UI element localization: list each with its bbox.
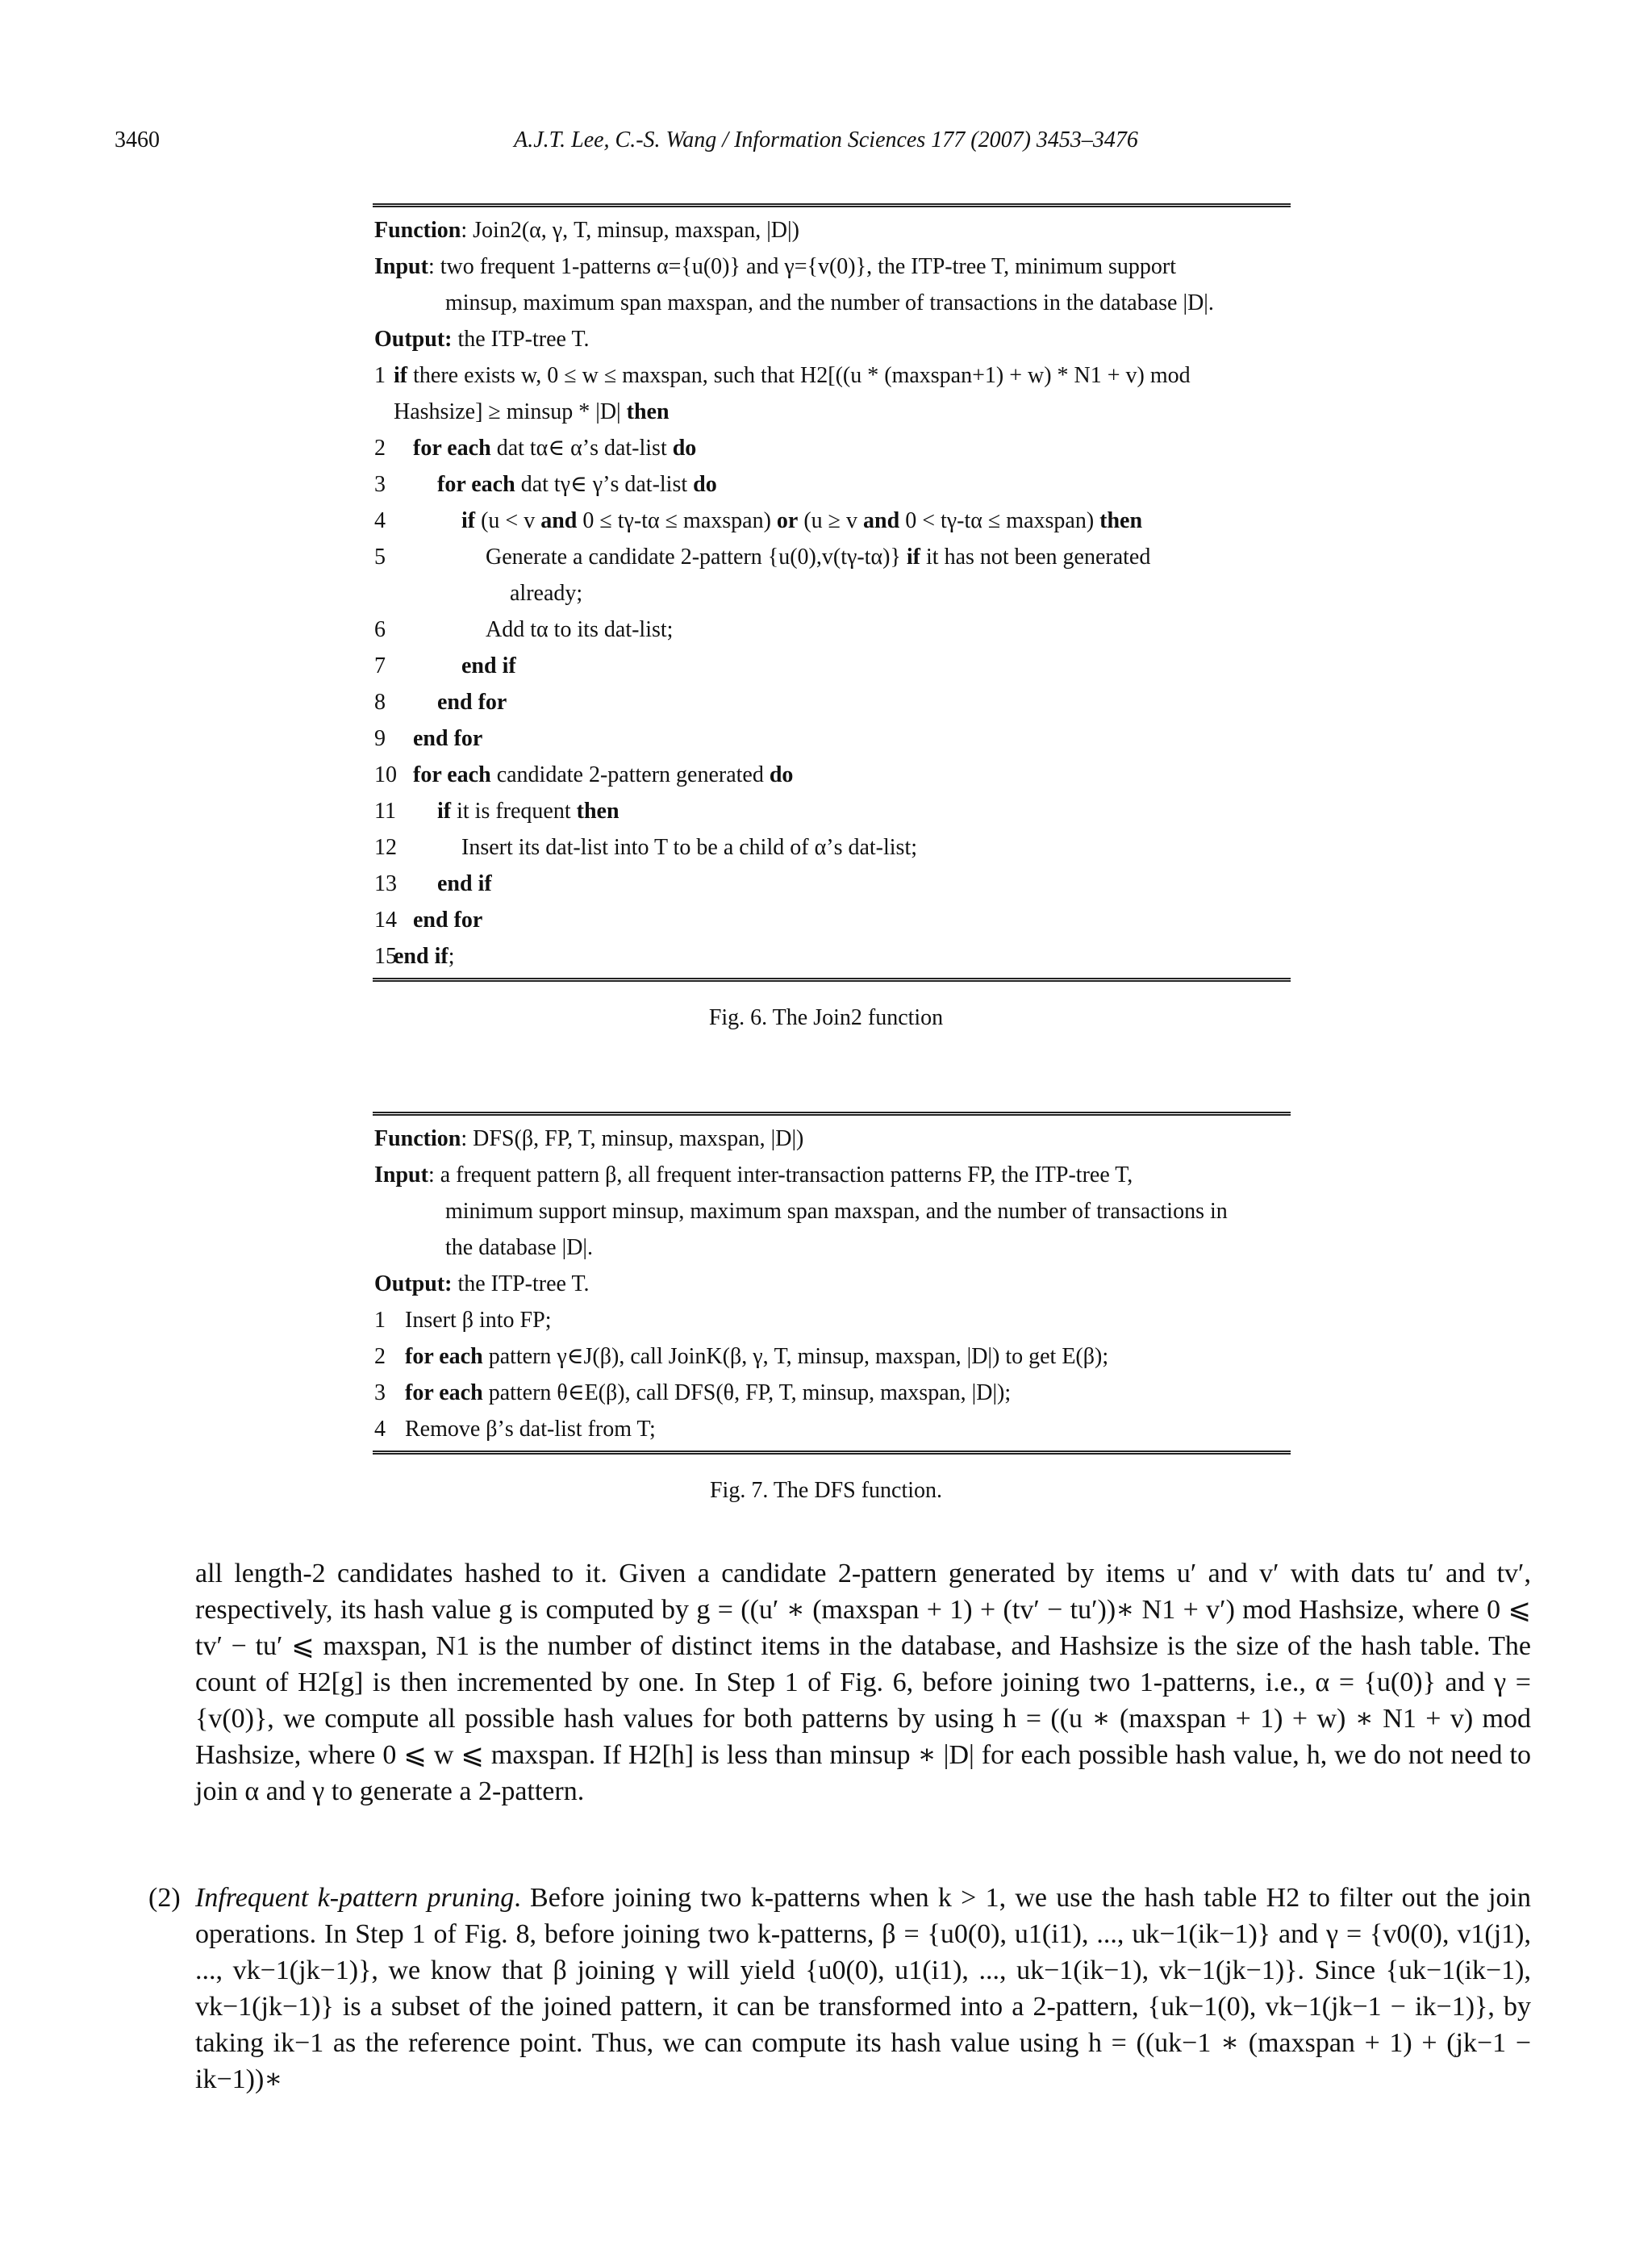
fig7-input-label: Input (374, 1162, 428, 1188)
fig6-output-label: Output: (374, 327, 453, 352)
fig6-code-line-text: end if; (394, 944, 455, 969)
fig6-code-line-text: end for (413, 908, 483, 933)
fig6-code-line-text: end for (413, 726, 483, 751)
fig6-code-line (373, 902, 1291, 938)
fig6-code-line (373, 357, 1291, 394)
fig6-pseudocode (373, 357, 1291, 975)
fig6-code-line-number: 7 (374, 653, 386, 678)
fig7-code-line (373, 1302, 1291, 1338)
fig6-input-row (373, 248, 1291, 285)
fig6-code-line-text: if (u < v and 0 ≤ tγ-tα ≤ maxspan) or (u ≥ v and 0 < tγ-tα ≤ maxspan) then (461, 508, 1143, 533)
fig6-code-line-number: 10 (374, 762, 397, 787)
fig6-caption: Fig. 6. The Join2 function (708, 1005, 944, 1030)
fig6-code-line (373, 720, 1291, 757)
fig6-code-line (373, 575, 1291, 612)
fig7-code-line (373, 1411, 1291, 1447)
fig6-code-line-text: end if (461, 653, 516, 678)
fig7-pseudocode (373, 1302, 1291, 1447)
fig6-code-line (373, 757, 1291, 793)
fig7-code-line (373, 1338, 1291, 1375)
page-number: 3460 (115, 127, 160, 152)
fig6-code-line (373, 938, 1291, 975)
fig7-code-line-number: 3 (374, 1380, 386, 1405)
body-paragraph-1 (195, 1555, 1531, 1809)
fig7-algorithm-box (373, 1112, 1291, 1455)
fig6-code-line (373, 539, 1291, 575)
fig6-input-label: Input (374, 254, 428, 279)
fig7-code-line-text: for each pattern γ∈J(β), call JoinK(β, γ, T, minsup, maxspan, |D|) to get E(β); (405, 1344, 1109, 1369)
fig7-code-line-text: Insert β into FP; (405, 1308, 552, 1333)
fig7-output-label: Output: (374, 1271, 453, 1296)
fig6-input-row2 (373, 285, 1291, 321)
fig7-code-line-number: 4 (374, 1417, 386, 1442)
fig6-code-line-number: 9 (374, 726, 386, 751)
list-item-title: Infrequent k-pattern pruning (195, 1883, 515, 1913)
fig6-function-row (373, 212, 1291, 248)
fig7-function-row (373, 1121, 1291, 1157)
fig6-code-line-text: for each dat tα∈ α’s dat-list do (413, 436, 697, 461)
fig6-code-line-number: 5 (374, 545, 386, 570)
fig7-function-signature: : DFS(β, FP, T, minsup, maxspan, |D|) (461, 1126, 804, 1151)
fig6-function-label: Function (374, 218, 461, 243)
fig6-output-text: the ITP-tree T. (452, 327, 590, 352)
fig6-code-line-text: Insert its dat-list into T to be a child of α’s dat-list; (461, 835, 918, 860)
fig6-output-row (373, 321, 1291, 357)
fig6-code-line-text: for each dat tγ∈ γ’s dat-list do (437, 472, 717, 497)
fig6-code-line (373, 430, 1291, 466)
fig7-code-line-number: 1 (374, 1308, 386, 1333)
fig7-input-row (373, 1157, 1291, 1193)
list-item-label: (2) (148, 1883, 181, 1913)
fig6-input-line2: minsup, maximum span maxspan, and the number of transactions in the database |D|. (445, 290, 1214, 315)
fig7-code-line-text: Remove β’s dat-list from T; (405, 1417, 656, 1442)
fig6-function-signature: : Join2(α, γ, T, minsup, maxspan, |D|) (461, 218, 799, 243)
fig6-code-line-text: if it is frequent then (437, 799, 620, 824)
list-item-2: (2) Infrequent k-pattern pruning. Before joining two k-patterns when k > 1, we use the hash table H2 to filter out the join operations. In Step 1 of Fig. 8, before joining two k-patterns, β = {u0(0), u1(i1), ..., uk−1(ik−1)} and γ = {v0(0), v1(j1), ..., vk−1(jk−1)}, we know that β joining γ will yield {u0(0), u1(i1), ..., uk−1(ik−1), vk−1(jk−1)}. Since {uk−1(ik−1), vk−1(jk−1)} is a subset of the joined pattern, it can be transformed into a 2-pattern, {uk−1(0), vk−1(jk−1 − ik−1)}, by taking ik−1 as the reference point. Thus, we can compute its hash value using h = ((uk−1 ∗ (maxspan + 1) + (jk−1 − ik−1))∗ (148, 1880, 1531, 2097)
fig6-code-line-text: Generate a candidate 2-pattern {u(0),v(tγ-tα)} if it has not been generated (486, 545, 1151, 570)
fig6-code-line-number: 12 (374, 835, 397, 860)
fig6-code-line (373, 503, 1291, 539)
fig6-code-line-number: 15 (374, 944, 397, 969)
fig6-code-line-text: if there exists w, 0 ≤ w ≤ maxspan, such that H2[((u * (maxspan+1) + w) * N1 + v) mod (394, 363, 1191, 388)
fig6-code-line-text: end for (437, 690, 507, 715)
fig6-algorithm-box (373, 203, 1291, 982)
list-item-text: Before joining two k-patterns when k > 1, we use the hash table H2 to filter out the join operations. In Step 1 of Fig. 8, before joining two k-patterns, β = {u0(0), u1(i1), ..., uk−1(ik−1)} and γ = {v0(0), v1(j1), ..., vk−1(jk−1)}, we know that β joining γ will yield {u0(0), u1(i1), ..., uk−1(ik−1), vk−1(jk−1)}. Since {uk−1(ik−1), vk−1(jk−1)} is a subset of the joined pattern, it can be transformed into a 2-pattern, {uk−1(0), vk−1(jk−1 − ik−1)}, by taking ik−1 as the reference point. Thus, we can compute its hash value using h = ((uk−1 ∗ (maxspan + 1) + (jk−1 − ik−1))∗ (195, 1883, 1532, 2094)
fig7-code-line-number: 2 (374, 1344, 386, 1369)
fig6-code-line-number: 14 (374, 908, 397, 933)
fig6-code-line-number: 13 (374, 871, 397, 896)
fig7-output-row (373, 1266, 1291, 1302)
fig7-caption: Fig. 7. The DFS function. (709, 1478, 943, 1503)
fig6-code-line-number: 2 (374, 436, 386, 461)
fig6-code-line (373, 684, 1291, 720)
fig6-code-line (373, 793, 1291, 829)
fig6-code-line-text: end if (437, 871, 492, 896)
fig6-code-line-number: 11 (374, 799, 396, 824)
fig7-input-row3 (373, 1229, 1291, 1266)
fig6-code-line-number: 1 (374, 363, 386, 388)
fig7-input-line2: minimum support minsup, maximum span maxspan, and the number of transactions in (445, 1199, 1228, 1224)
fig7-output-text: the ITP-tree T. (452, 1271, 590, 1296)
fig6-code-line-text: Hashsize] ≥ minsup * |D| then (394, 399, 670, 424)
fig6-input-line1: : two frequent 1-patterns α={u(0)} and γ={v(0)}, the ITP-tree T, minimum support (428, 254, 1176, 279)
fig7-code-line-text: for each pattern θ∈E(β), call DFS(θ, FP, T, minsup, maxspan, |D|); (405, 1380, 1012, 1405)
fig6-code-line (373, 866, 1291, 902)
fig6-code-line-number: 3 (374, 472, 386, 497)
fig7-input-row2 (373, 1193, 1291, 1229)
fig7-function-label: Function (374, 1126, 461, 1151)
fig6-code-line (373, 612, 1291, 648)
fig6-code-line-text: for each candidate 2-pattern generated do (413, 762, 794, 787)
fig6-code-line (373, 394, 1291, 430)
fig6-code-line-text: Add tα to its dat-list; (486, 617, 674, 642)
fig6-code-line (373, 648, 1291, 684)
fig7-input-line3: the database |D|. (445, 1235, 594, 1260)
paragraph-text: all length-2 candidates hashed to it. Given a candidate 2-pattern generated by items u′ and v′ with dats tu′ and tv′, respectively, its hash value g is computed by g = ((u′ ∗ (maxspan + 1) + (tv′ − tu′))∗ N1 + v′) mod Hashsize, where 0 ⩽ tv′ − tu′ ⩽ maxspan, N1 is the number of distinct items in the database, and Hashsize is the size of the hash table. The count of H2[g] is then incremented by one. In Step 1 of Fig. 6, before joining two 1-patterns, i.e., α = {u(0)} and γ = {v(0)}, we compute all possible hash values for both patterns by using h = ((u ∗ (maxspan + 1) + w) ∗ N1 + v) mod Hashsize, where 0 ⩽ w ⩽ maxspan. If H2[h] is less than minsup ∗ |D| for each possible hash value, h, we do not need to join α and γ to generate a 2-pattern. (195, 1559, 1531, 1806)
fig6-code-line-number: 4 (374, 508, 386, 533)
running-title: A.J.T. Lee, C.-S. Wang / Information Sciences 177 (2007) 3453–3476 (514, 127, 1138, 152)
fig7-input-line1: : a frequent pattern β, all frequent inter-transaction patterns FP, the ITP-tree T, (428, 1162, 1133, 1188)
fig6-code-line (373, 466, 1291, 503)
fig7-code-line (373, 1375, 1291, 1411)
fig6-code-line-number: 8 (374, 690, 386, 715)
fig6-code-line-number: 6 (374, 617, 386, 642)
fig6-code-line (373, 829, 1291, 866)
fig6-code-line-text: already; (510, 581, 583, 606)
